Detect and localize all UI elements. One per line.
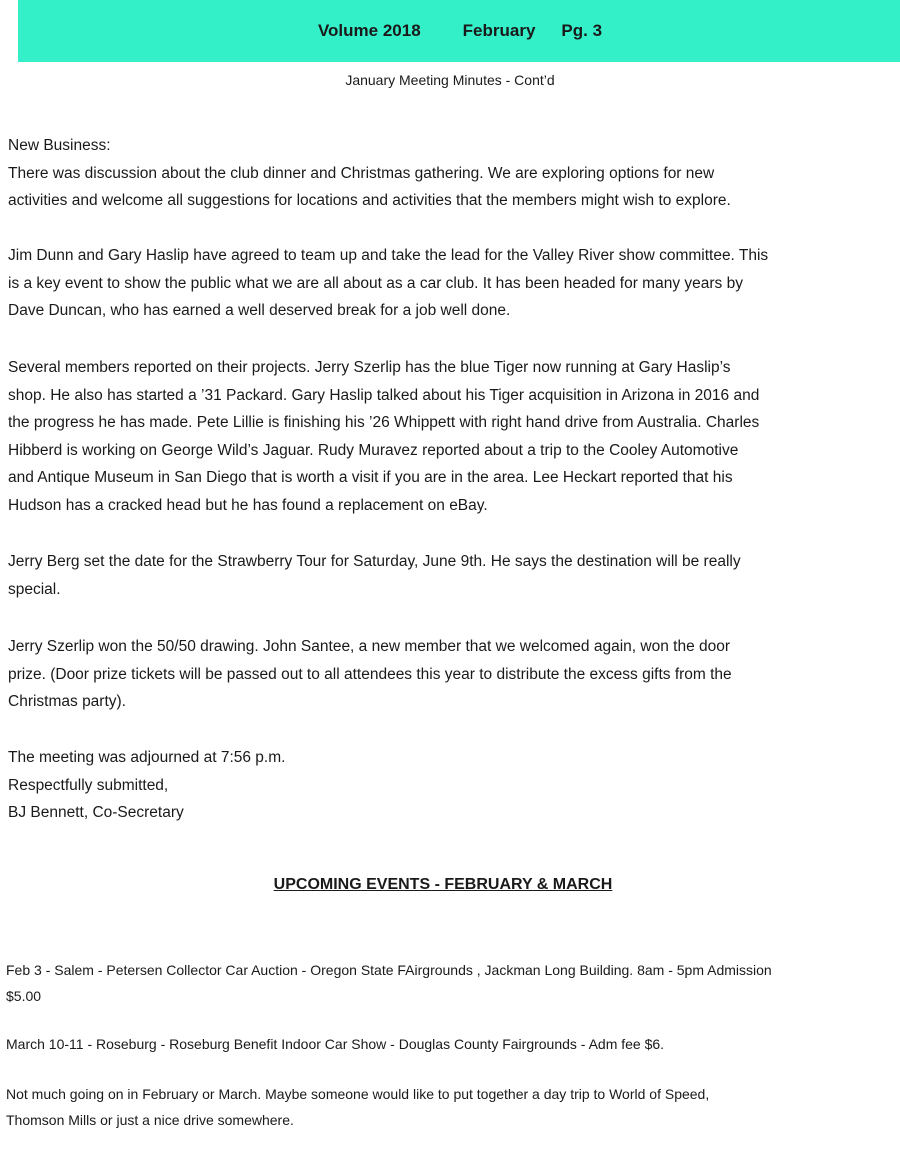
- event-item: [6, 1031, 886, 1057]
- header-month: February: [462, 21, 536, 40]
- event-item: [6, 1081, 886, 1133]
- page-header-banner: [18, 0, 900, 62]
- section-subtitle: January Meeting Minutes - Cont’d: [345, 72, 555, 88]
- paragraph-line: Several members reported on their projects. Jerry Szerlip has the blue Tiger now running at Gary Haslip’s: [8, 359, 731, 376]
- event-line: Feb 3 - Salem - Petersen Collector Car Auction - Oregon State FAirgrounds , Jackman Long Building. 8am - 5pm Admission: [6, 962, 772, 978]
- header-page-number: Pg. 3: [561, 21, 603, 40]
- paragraph-line: prize. (Door prize tickets will be passed out to all attendees this year to distribute the excess gifts from the: [8, 665, 732, 683]
- paragraph-line: activities and welcome all suggestions for locations and activities that the members might wish to explore.: [8, 192, 731, 209]
- paragraph-line: Jerry Berg set the date for the Strawberry Tour for Saturday, June 9th. He says the destination will be really: [8, 553, 741, 570]
- show-committee-paragraph: [8, 242, 888, 325]
- adjourned-line: The meeting was adjourned at 7:56 p.m.: [8, 749, 286, 766]
- event-line: Not much going on in February or March. Maybe someone would like to put together a day trip to World of Speed,: [6, 1086, 710, 1102]
- paragraph-line: the progress he has made. Pete Lillie is finishing his ’26 Whippett with right hand drive from Australia. Charles: [8, 414, 760, 431]
- paragraph-line: and Antique Museum in San Diego that is worth a visit if you are in the area. Lee Heckart reported that his: [8, 469, 733, 486]
- member-projects-paragraph: [8, 354, 888, 519]
- paragraph-line: Jim Dunn and Gary Haslip have agreed to team up and take the lead for the Valley River show committee. This: [8, 247, 769, 264]
- upcoming-events-heading: UPCOMING EVENTS - FEBRUARY & MARCH: [273, 876, 613, 893]
- signature-line: BJ Bennett, Co-Secretary: [8, 804, 184, 821]
- header-volume: Volume 2018: [317, 21, 421, 40]
- event-line: Thomson Mills or just a nice drive somewhere.: [6, 1112, 294, 1128]
- paragraph-line: Christmas party).: [8, 693, 126, 710]
- paragraph-line: is a key event to show the public what we are all about as a car club. It has been headed for many years by: [8, 274, 743, 292]
- paragraph-line: There was discussion about the club dinner and Christmas gathering. We are exploring options for new: [8, 164, 715, 182]
- paragraph-line: Jerry Szerlip won the 50/50 drawing. John Santee, a new member that we welcomed again, won the door: [8, 638, 731, 655]
- new-business-heading: New Business:: [8, 137, 111, 154]
- paragraph-line: shop. He also has started a ’31 Packard. Gary Haslip talked about his Tiger acquisition in Arizona in 2016 and: [8, 386, 760, 404]
- submitted-line: Respectfully submitted,: [8, 776, 169, 794]
- paragraph-line: special.: [8, 580, 61, 598]
- new-business-section: [8, 132, 888, 215]
- paragraph-line: Hudson has a cracked head but he has found a replacement on eBay.: [8, 496, 488, 514]
- event-line: March 10-11 - Roseburg - Roseburg Benefit Indoor Car Show - Douglas County Fairgrounds - Adm fee $6.: [6, 1036, 665, 1052]
- drawing-paragraph: [8, 633, 888, 716]
- paragraph-line: Hibberd is working on George Wild’s Jaguar. Rudy Muravez reported about a trip to the Cooley Automotive: [8, 441, 739, 459]
- strawberry-tour-paragraph: [8, 548, 888, 603]
- closing-section: [8, 744, 888, 827]
- event-line: $5.00: [6, 988, 42, 1004]
- paragraph-line: Dave Duncan, who has earned a well deserved break for a job well done.: [8, 302, 511, 319]
- event-item: [6, 957, 886, 1009]
